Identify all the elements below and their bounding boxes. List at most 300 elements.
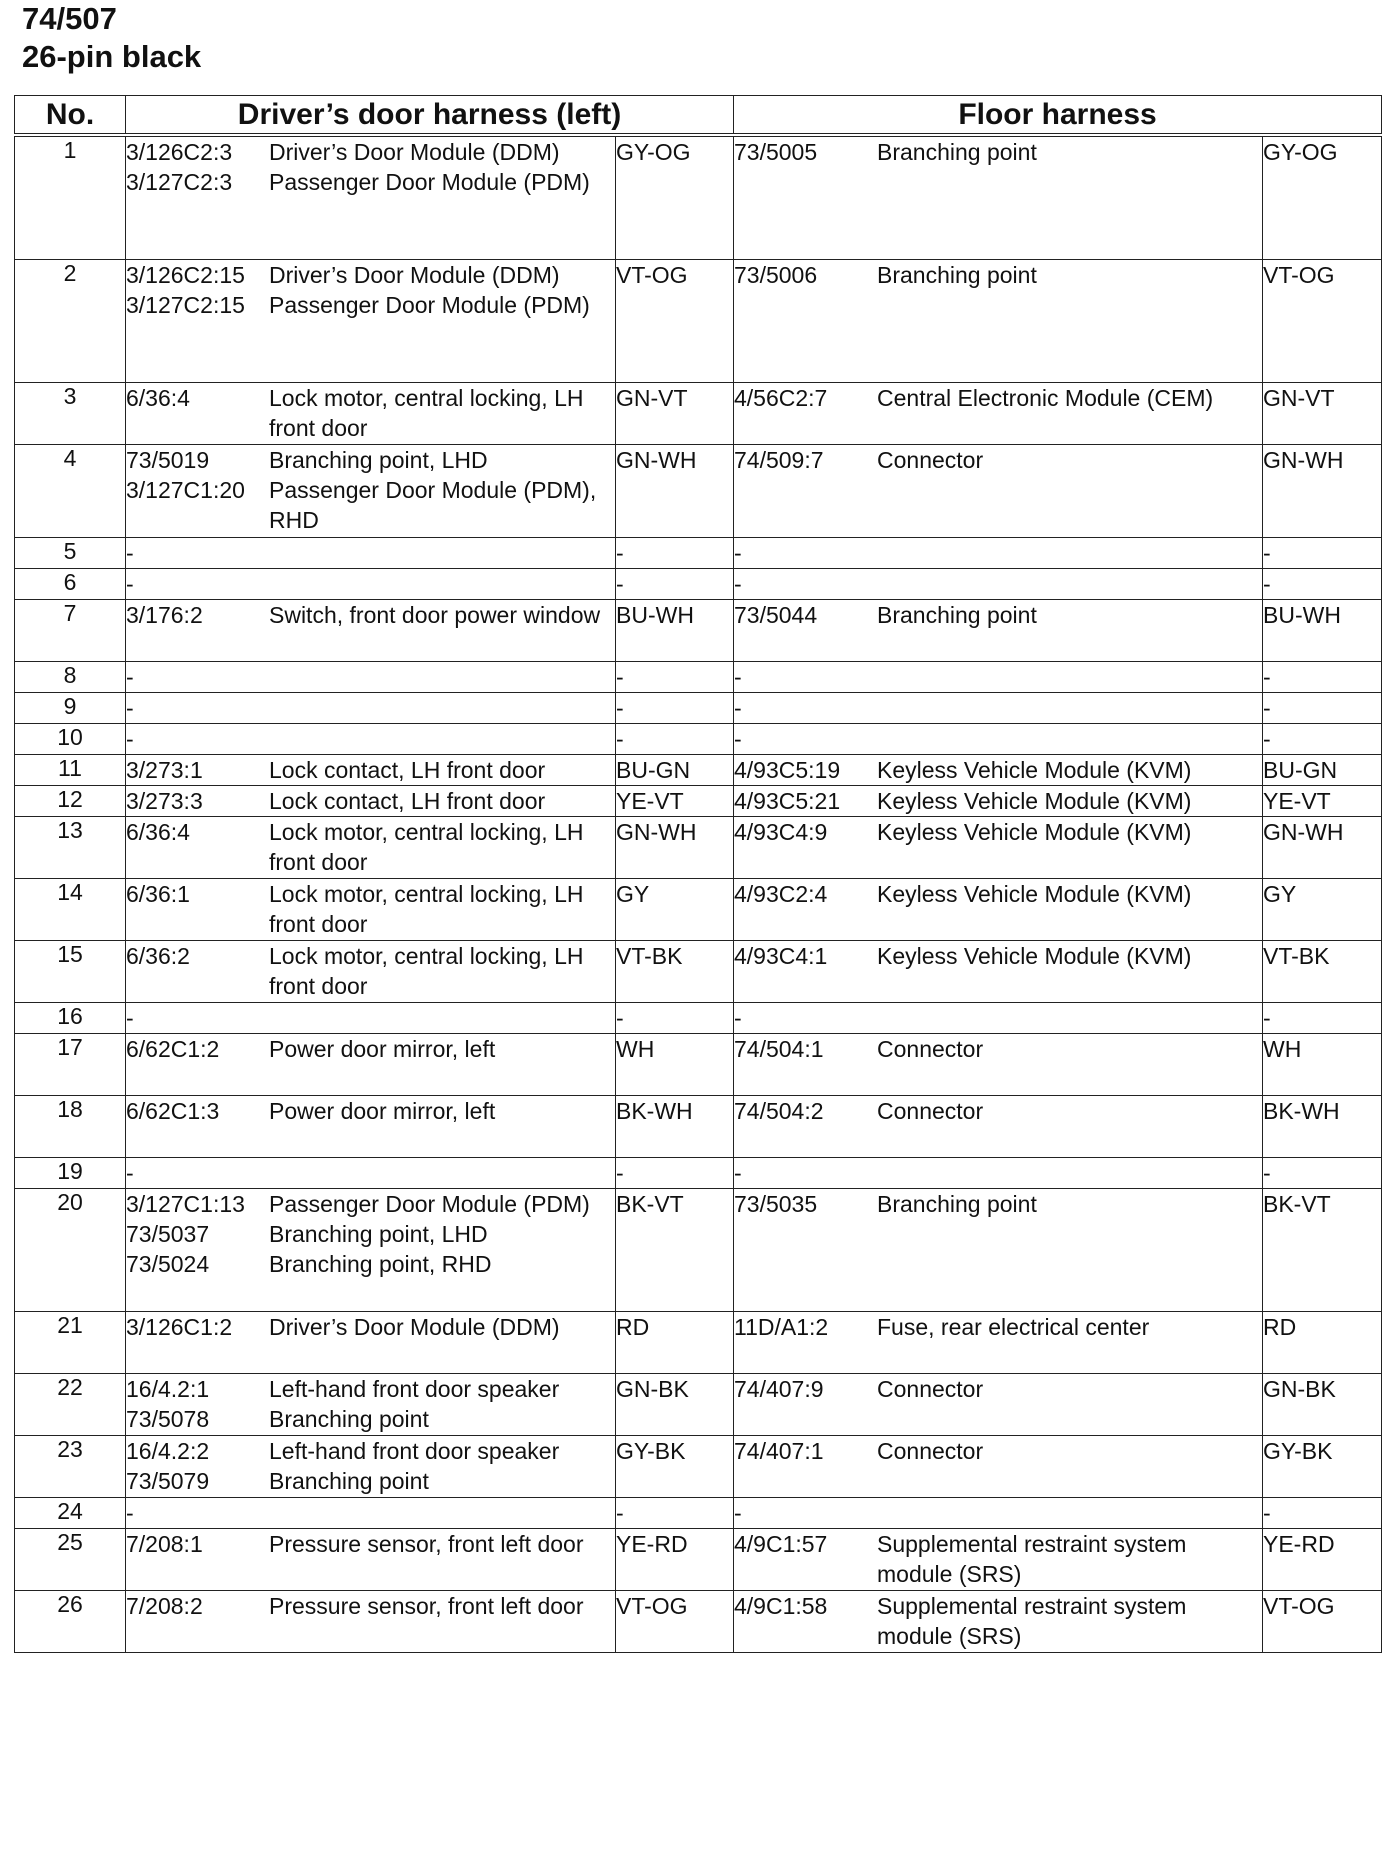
pin-number: 23 (15, 1436, 126, 1498)
component-description (269, 724, 615, 754)
table-row (15, 1436, 1382, 1498)
connector-code: 74/507 (22, 1, 117, 36)
right-entry (734, 662, 1262, 692)
pin-number: 9 (15, 693, 126, 724)
left-harness-entries (126, 693, 616, 724)
pin-number: 14 (15, 879, 126, 941)
component-description: Keyless Vehicle Module (KVM) (877, 819, 1192, 845)
table-row (15, 1312, 1382, 1374)
left-entry (126, 724, 615, 754)
right-harness-entries (734, 724, 1263, 755)
right-entry (734, 569, 1262, 599)
pin-number: 22 (15, 1374, 126, 1436)
wire-color: GN-BK (1263, 1374, 1382, 1436)
pin-number: 3 (15, 383, 126, 445)
pinout-table (14, 95, 1382, 1653)
left-harness-entries (126, 569, 616, 600)
wire-color: BK-WH (1263, 1096, 1382, 1158)
left-harness-entries (126, 1436, 616, 1498)
component-code: 73/5024 (126, 1251, 210, 1277)
right-harness-entries (734, 1003, 1263, 1034)
component-code: 4/9C1:57 (734, 1531, 828, 1557)
component-code: 3/127C2:3 (126, 169, 233, 195)
component-description (269, 693, 615, 723)
component-code: 74/509:7 (734, 447, 824, 473)
right-entry (734, 879, 1262, 909)
left-entry (126, 1404, 615, 1434)
component-description (269, 1158, 615, 1188)
component-code: - (734, 540, 742, 566)
right-entry (734, 724, 1262, 754)
wire-color: YE-VT (616, 786, 734, 817)
wire-color: BU-GN (1263, 755, 1382, 786)
component-code: 4/9C1:58 (734, 1593, 828, 1619)
connector-subtitle: 26-pin black (22, 39, 202, 74)
right-harness-entries (734, 1436, 1263, 1498)
left-entry (126, 1529, 615, 1559)
left-entry (126, 693, 615, 723)
left-entry (126, 167, 615, 197)
component-code: 74/504:1 (734, 1036, 824, 1062)
left-entry (126, 1003, 615, 1033)
left-harness-entries (126, 755, 616, 786)
component-code: 73/5044 (734, 602, 818, 628)
left-harness-entries (126, 1158, 616, 1189)
component-code: 4/93C5:19 (734, 757, 841, 783)
pin-number: 21 (15, 1312, 126, 1374)
component-description: Driver’s Door Module (DDM) (269, 1314, 560, 1340)
right-entry (734, 1312, 1262, 1342)
component-code: 3/126C2:15 (126, 262, 245, 288)
component-description: Lock contact, LH front door (269, 788, 546, 814)
wire-color: BU-GN (616, 755, 734, 786)
component-code: - (734, 726, 742, 752)
right-entry (734, 383, 1262, 413)
component-description: Branching point (877, 262, 1037, 288)
left-entry (126, 662, 615, 692)
wire-color: GY (1263, 879, 1382, 941)
left-harness-entries (126, 724, 616, 755)
right-entry (734, 817, 1262, 847)
table-row (15, 1591, 1382, 1653)
left-harness-entries (126, 1003, 616, 1034)
right-entry (734, 755, 1262, 785)
component-description (877, 1498, 1262, 1528)
left-harness-entries (126, 941, 616, 1003)
component-code: 74/407:1 (734, 1438, 824, 1464)
left-entry (126, 1374, 615, 1404)
pin-number: 17 (15, 1034, 126, 1096)
table-row (15, 879, 1382, 941)
table-row (15, 817, 1382, 879)
pin-number: 11 (15, 755, 126, 786)
right-entry (734, 941, 1262, 971)
component-code: - (126, 664, 134, 690)
component-code: 11D/A1:2 (734, 1314, 829, 1340)
wire-color: VT-BK (1263, 941, 1382, 1003)
component-code: 73/5035 (734, 1191, 818, 1217)
left-entry (126, 383, 615, 443)
component-description (269, 662, 615, 692)
right-harness-entries (734, 135, 1263, 260)
component-description: Passenger Door Module (PDM) (269, 1191, 590, 1217)
right-harness-entries (734, 383, 1263, 445)
table-row (15, 1096, 1382, 1158)
left-harness-entries (126, 1034, 616, 1096)
component-description (877, 538, 1262, 568)
right-harness-entries (734, 1096, 1263, 1158)
table-row (15, 538, 1382, 569)
table-row (15, 786, 1382, 817)
pin-number: 10 (15, 724, 126, 755)
component-description (877, 693, 1262, 723)
left-entry (126, 1466, 615, 1496)
pin-number: 13 (15, 817, 126, 879)
right-entry (734, 1436, 1262, 1466)
right-harness-entries (734, 538, 1263, 569)
component-code: 73/5006 (734, 262, 818, 288)
pin-number: 26 (15, 1591, 126, 1653)
table-row (15, 569, 1382, 600)
left-harness-entries (126, 662, 616, 693)
component-code: - (126, 726, 134, 752)
connector-heading (22, 0, 201, 76)
wire-color: - (1263, 1158, 1382, 1189)
component-code: 7/208:2 (126, 1593, 203, 1619)
wire-color: - (1263, 538, 1382, 569)
wire-color: YE-VT (1263, 786, 1382, 817)
left-entry (126, 538, 615, 568)
table-row (15, 600, 1382, 662)
pin-number: 18 (15, 1096, 126, 1158)
pin-number: 16 (15, 1003, 126, 1034)
component-description: Connector (877, 1376, 984, 1402)
component-description: Lock motor, central locking, LH front door (269, 819, 584, 875)
component-description: Branching point, RHD (269, 1251, 492, 1277)
left-harness-entries (126, 1189, 616, 1312)
left-entry (126, 817, 615, 877)
component-code: 4/93C2:4 (734, 881, 828, 907)
left-harness-entries (126, 260, 616, 383)
wire-color: - (1263, 693, 1382, 724)
wire-color: - (616, 1498, 734, 1529)
component-code: - (126, 571, 134, 597)
pin-number: 6 (15, 569, 126, 600)
component-description: Branching point (269, 1468, 429, 1494)
right-harness-entries (734, 1529, 1263, 1591)
table-row (15, 693, 1382, 724)
component-code: 74/504:2 (734, 1098, 824, 1124)
component-code: 4/93C4:9 (734, 819, 828, 845)
pin-number: 12 (15, 786, 126, 817)
wire-color: VT-OG (616, 260, 734, 383)
component-code: 3/273:1 (126, 757, 203, 783)
wire-color: YE-RD (1263, 1529, 1382, 1591)
wire-color: BK-WH (616, 1096, 734, 1158)
wire-color: VT-OG (616, 1591, 734, 1653)
component-description: Supplemental restraint system module (SRS) (877, 1531, 1187, 1587)
component-description (269, 1003, 615, 1033)
pin-number: 15 (15, 941, 126, 1003)
table-row (15, 662, 1382, 693)
component-code: 6/36:4 (126, 385, 190, 411)
left-entry (126, 475, 615, 535)
component-description: Branching point, LHD (269, 1221, 488, 1247)
right-harness-entries (734, 786, 1263, 817)
component-code: - (734, 695, 742, 721)
right-entry (734, 137, 1262, 167)
column-header-floor-harness: Floor harness (734, 96, 1382, 136)
wire-color: GN-WH (1263, 445, 1382, 538)
table-row (15, 383, 1382, 445)
component-code: 6/36:4 (126, 819, 190, 845)
table-row (15, 1158, 1382, 1189)
component-code: - (126, 1005, 134, 1031)
component-description: Connector (877, 447, 984, 473)
wire-color: - (616, 1003, 734, 1034)
component-description: Keyless Vehicle Module (KVM) (877, 943, 1192, 969)
left-harness-entries (126, 445, 616, 538)
left-entry (126, 1498, 615, 1528)
component-description: Driver’s Door Module (DDM) (269, 139, 560, 165)
left-harness-entries (126, 1312, 616, 1374)
wire-color: - (616, 1158, 734, 1189)
wire-color: GN-WH (616, 445, 734, 538)
left-harness-entries (126, 538, 616, 569)
wire-color: GY-BK (616, 1436, 734, 1498)
table-row (15, 1374, 1382, 1436)
left-harness-entries (126, 600, 616, 662)
left-entry (126, 1158, 615, 1188)
left-entry (126, 1219, 615, 1249)
wire-color: BK-VT (616, 1189, 734, 1312)
wire-color: - (616, 569, 734, 600)
component-code: 4/93C5:21 (734, 788, 841, 814)
component-code: 3/127C1:20 (126, 477, 245, 503)
component-description: Left-hand front door speaker (269, 1438, 560, 1464)
component-description: Branching point, LHD (269, 447, 488, 473)
pin-number: 8 (15, 662, 126, 693)
right-entry (734, 1498, 1262, 1528)
component-code: 6/36:2 (126, 943, 190, 969)
left-harness-entries (126, 1096, 616, 1158)
table-row (15, 1189, 1382, 1312)
component-code: 73/5005 (734, 139, 818, 165)
table-row (15, 445, 1382, 538)
component-description (877, 569, 1262, 599)
table-row (15, 1529, 1382, 1591)
pin-number: 5 (15, 538, 126, 569)
component-code: 3/126C1:2 (126, 1314, 233, 1340)
component-description (269, 538, 615, 568)
left-entry (126, 260, 615, 290)
left-harness-entries (126, 879, 616, 941)
component-description: Switch, front door power window (269, 602, 601, 628)
component-code: 73/5079 (126, 1468, 210, 1494)
left-entry (126, 1034, 615, 1064)
wire-color: VT-OG (1263, 1591, 1382, 1653)
left-harness-entries (126, 1374, 616, 1436)
table-body (15, 135, 1382, 1653)
left-harness-entries (126, 1529, 616, 1591)
left-entry (126, 137, 615, 167)
left-entry (126, 1096, 615, 1126)
right-harness-entries (734, 879, 1263, 941)
component-description: Lock motor, central locking, LH front door (269, 385, 584, 441)
left-entry (126, 1189, 615, 1219)
component-code: 6/62C1:2 (126, 1036, 220, 1062)
wire-color: - (616, 662, 734, 693)
component-code: 3/126C2:3 (126, 139, 233, 165)
left-entry (126, 569, 615, 599)
component-description: Connector (877, 1036, 984, 1062)
wire-color: GN-VT (1263, 383, 1382, 445)
component-description: Passenger Door Module (PDM), RHD (269, 477, 597, 533)
wire-color: WH (616, 1034, 734, 1096)
right-harness-entries (734, 1374, 1263, 1436)
component-code: 3/273:3 (126, 788, 203, 814)
wire-color: - (616, 724, 734, 755)
table-row (15, 1034, 1382, 1096)
wire-color: GY (616, 879, 734, 941)
wire-color: - (1263, 1498, 1382, 1529)
component-description (269, 1498, 615, 1528)
component-code: 3/127C2:15 (126, 292, 245, 318)
component-description: Lock motor, central locking, LH front door (269, 881, 584, 937)
component-description (877, 662, 1262, 692)
left-entry (126, 600, 615, 630)
component-code: - (126, 540, 134, 566)
component-description: Lock motor, central locking, LH front door (269, 943, 584, 999)
wire-color: - (1263, 662, 1382, 693)
component-description: Central Electronic Module (CEM) (877, 385, 1214, 411)
component-description: Fuse, rear electrical center (877, 1314, 1150, 1340)
pin-number: 20 (15, 1189, 126, 1312)
component-code: 3/176:2 (126, 602, 203, 628)
wire-color: GN-VT (616, 383, 734, 445)
left-entry (126, 755, 615, 785)
pin-number: 25 (15, 1529, 126, 1591)
wire-color: WH (1263, 1034, 1382, 1096)
left-entry (126, 1436, 615, 1466)
column-header-no: No. (15, 96, 126, 136)
component-description: Passenger Door Module (PDM) (269, 292, 590, 318)
wire-color: VT-OG (1263, 260, 1382, 383)
component-description: Branching point (269, 1406, 429, 1432)
component-code: - (734, 1160, 742, 1186)
right-entry (734, 786, 1262, 816)
right-harness-entries (734, 600, 1263, 662)
wire-color: GN-BK (616, 1374, 734, 1436)
right-entry (734, 445, 1262, 475)
component-description (877, 1003, 1262, 1033)
wire-color: YE-RD (616, 1529, 734, 1591)
component-code: - (126, 1500, 134, 1526)
left-entry (126, 786, 615, 816)
component-code: 6/36:1 (126, 881, 190, 907)
right-entry (734, 1374, 1262, 1404)
right-entry (734, 600, 1262, 630)
left-harness-entries (126, 135, 616, 260)
right-entry (734, 260, 1262, 290)
left-harness-entries (126, 383, 616, 445)
left-harness-entries (126, 817, 616, 879)
pin-number: 1 (15, 135, 126, 260)
component-description: Passenger Door Module (PDM) (269, 169, 590, 195)
component-code: 74/407:9 (734, 1376, 824, 1402)
pin-number: 4 (15, 445, 126, 538)
component-code: 4/56C2:7 (734, 385, 828, 411)
right-harness-entries (734, 817, 1263, 879)
wire-color: BU-WH (1263, 600, 1382, 662)
component-description: Pressure sensor, front left door (269, 1531, 584, 1557)
component-code: - (126, 695, 134, 721)
component-description: Lock contact, LH front door (269, 757, 546, 783)
left-entry (126, 1591, 615, 1621)
left-entry (126, 290, 615, 320)
right-harness-entries (734, 1498, 1263, 1529)
table-row (15, 941, 1382, 1003)
right-harness-entries (734, 445, 1263, 538)
right-harness-entries (734, 693, 1263, 724)
component-code: 73/5078 (126, 1406, 210, 1432)
left-entry (126, 1249, 615, 1279)
wire-color: GY-OG (616, 135, 734, 260)
wire-color: GN-WH (1263, 817, 1382, 879)
right-harness-entries (734, 662, 1263, 693)
component-code: - (126, 1160, 134, 1186)
component-description (877, 1158, 1262, 1188)
table-row (15, 1003, 1382, 1034)
right-entry (734, 538, 1262, 568)
right-harness-entries (734, 1158, 1263, 1189)
component-description: Branching point (877, 602, 1037, 628)
component-description: Keyless Vehicle Module (KVM) (877, 757, 1192, 783)
left-harness-entries (126, 786, 616, 817)
right-harness-entries (734, 260, 1263, 383)
component-code: 4/93C4:1 (734, 943, 828, 969)
table-header-row (15, 96, 1382, 136)
right-harness-entries (734, 1591, 1263, 1653)
right-entry (734, 1189, 1262, 1219)
right-entry (734, 1034, 1262, 1064)
component-code: 73/5019 (126, 447, 210, 473)
table-row (15, 260, 1382, 383)
wire-color: GY-OG (1263, 135, 1382, 260)
pin-number: 19 (15, 1158, 126, 1189)
wire-color: - (1263, 1003, 1382, 1034)
wire-color: VT-BK (616, 941, 734, 1003)
left-harness-entries (126, 1498, 616, 1529)
wire-color: GY-BK (1263, 1436, 1382, 1498)
left-entry (126, 879, 615, 939)
table-row (15, 135, 1382, 260)
column-header-drivers-door-harness: Driver’s door harness (left) (126, 96, 734, 136)
pin-number: 7 (15, 600, 126, 662)
wire-color: RD (616, 1312, 734, 1374)
right-entry (734, 1158, 1262, 1188)
right-harness-entries (734, 1189, 1263, 1312)
table-row (15, 755, 1382, 786)
right-harness-entries (734, 569, 1263, 600)
component-code: 16/4.2:2 (126, 1438, 210, 1464)
component-code: 6/62C1:3 (126, 1098, 220, 1124)
component-description: Power door mirror, left (269, 1098, 496, 1124)
component-code: - (734, 571, 742, 597)
wire-color: BU-WH (616, 600, 734, 662)
left-entry (126, 445, 615, 475)
pin-number: 24 (15, 1498, 126, 1529)
